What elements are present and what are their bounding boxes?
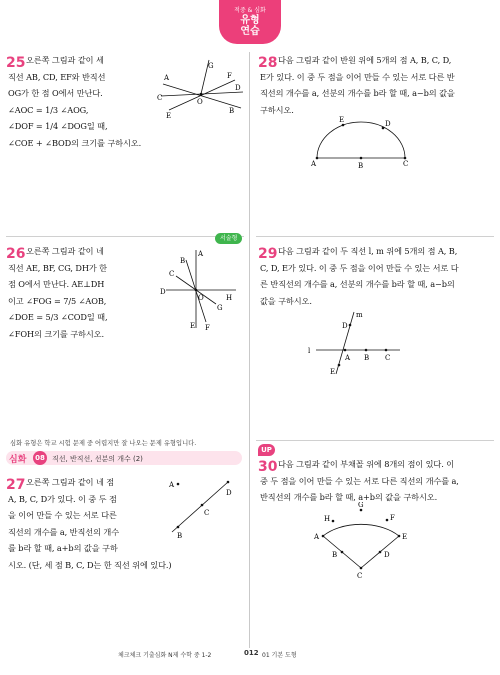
label-c: C [385,354,391,362]
problem-29-text [260,243,459,309]
label-b: B [364,354,370,362]
point-d [349,324,352,327]
problem-27-text [8,474,172,573]
point-a [344,349,347,352]
problem-27-line: 를 b라 할 때, a+b의 값을 구하 [8,543,118,553]
label-c: C [157,94,163,102]
problem-30-line: 반직선의 개수를 b라 할 때, a+b의 값을 구하시오. [260,492,438,502]
label-o: O [197,98,203,106]
section-note: 심화 유형은 학교 시험 문제 중 어렵지만 잘 나오는 문제 유형입니다. [10,440,197,447]
problem-29-figure [308,308,408,380]
label-h: H [324,515,331,523]
label-h: H [226,294,233,302]
label-d: D [342,322,348,330]
label-f: F [390,514,395,522]
header-tag-line1: 유형 [240,15,260,26]
label-m: m [356,311,363,319]
point-b [365,349,368,352]
point-a [322,535,325,538]
problem-27-number: 27 [6,477,26,493]
footer-page-number: 012 [244,649,259,657]
point-o [195,289,198,292]
header-tag-small: 적중 & 심화 [234,7,266,14]
point-f [386,519,389,522]
point-b [360,157,363,160]
label-b: B [332,551,338,559]
label-d: D [226,489,232,497]
label-c: C [403,160,409,168]
problem-26-figure [160,246,244,336]
point-c [404,157,407,160]
point-e [398,535,401,538]
problem-25-figure [155,56,245,126]
problem-26-line: ∠DOE = 5/3 ∠COD일 때, [8,312,108,322]
point-a [316,157,319,160]
problem-28-line: E가 있다. 이 중 두 점을 이어 만들 수 있는 서로 다른 반 [260,71,455,82]
point-b [177,526,180,529]
problem-28-line: 다음 그림과 같이 반원 위에 5개의 점 A, B, C, D, [278,55,452,65]
divider-right-2 [256,440,494,441]
label-g: G [358,502,364,509]
label-b: B [177,532,183,540]
problem-29-line: 른 반직선의 개수를 a, 선분의 개수를 b라 할 때, a−b의 [260,279,455,289]
problem-25-line: ∠COE + ∠BOD의 크기를 구하시오. [8,137,142,148]
label-g: G [208,62,214,70]
column-divider [249,52,250,648]
label-a: A [314,533,320,541]
label-o: O [198,294,204,302]
label-e: E [190,322,196,330]
problem-25-line: 직선 AB, CD, EF와 반직선 [8,71,106,82]
problem-28-number: 28 [258,55,278,71]
footer-chapter: 01 기본 도형 [262,652,297,659]
problem-27-line: 직선의 개수를 a, 반직선의 개수 [8,526,120,537]
problem-28-figure [305,112,415,172]
header-tag-line2: 연습 [240,26,260,37]
problem-25-line: OG가 한 점 O에서 만난다. [8,88,103,98]
problem-26-number: 26 [6,246,26,262]
problem-30-figure [305,502,415,580]
point-a [177,483,180,486]
problem-30-line: 다음 그림과 같이 부채꼴 위에 8개의 점이 있다. 이 [278,459,455,469]
label-a: A [345,354,351,362]
problem-26-line: 오른쪽 그림과 같이 네 [26,246,104,256]
point-h [332,520,335,523]
label-c: C [357,572,363,580]
problem-25-number: 25 [6,55,26,71]
footer-book-title: 체크체크 기출심화 N제 수학 중 1-2 [118,652,212,659]
label-b: B [358,162,364,170]
problem-27-line: 을 이어 만들 수 있는 서로 다른 [8,510,117,520]
point-o [200,93,203,96]
point-d [227,481,230,484]
label-a: A [198,250,204,258]
label-e: E [339,116,345,124]
problem-29-line: 값을 구하시오. [260,295,312,306]
point-g [360,509,363,512]
problem-27-line: A, B, C, D가 있다. 이 중 두 점 [8,493,117,504]
problem-28-line: 구하시오. [260,104,294,115]
problem-27-line: 시오. (단, 세 점 B, C, D는 한 직선 위에 있다.) [8,559,172,570]
problem-29-number: 29 [258,246,278,262]
point-d [379,551,382,554]
section-tag: 심화 [9,455,27,465]
label-d: D [385,120,391,128]
divider-left-1 [6,236,244,237]
descriptive-badge: 서술형 [215,233,242,244]
point-e [338,364,341,367]
label-e: E [166,112,172,120]
label-c: C [169,270,175,278]
label-e: E [330,368,336,376]
problem-26-line: 점 O에서 만난다. AE⊥DH [8,279,105,289]
sector-arc [323,524,399,536]
problem-27-figure [160,470,244,545]
problem-27-line: 오른쪽 그림과 같이 네 점 [26,477,115,487]
point-b [341,551,344,554]
label-d: D [384,551,390,559]
label-g: G [217,304,223,312]
problem-26-line: 이고 ∠FOG = 7/5 ∠AOB, [8,295,107,306]
divider-right-1 [256,236,494,237]
label-f: F [205,324,210,332]
label-a: A [311,160,317,168]
problem-30-number: 30 [258,459,278,475]
problem-28-text [260,52,455,118]
problem-26-text [8,243,107,342]
point-c [201,504,204,507]
problem-25-line: ∠DOF = 1/4 ∠DOG일 때, [8,121,108,131]
up-badge: UP [258,444,275,456]
problem-29-line: 다음 그림과 같이 두 직선 l, m 위에 5개의 점 A, B, [278,246,458,256]
section-title: 직선, 반직선, 선분의 개수 (2) [52,455,143,463]
point-e [342,124,345,127]
point-d [382,127,385,130]
point-c [385,349,388,352]
semicircle-arc [317,122,405,158]
problem-25-text [8,52,141,151]
problem-26-line: ∠FOH의 크기를 구하시오. [8,328,104,339]
label-c: C [204,509,210,517]
label-a: A [164,74,170,82]
label-b: B [229,107,235,115]
label-f: F [227,72,232,80]
label-l: l [308,347,311,355]
point-c [360,567,363,570]
label-b: B [180,257,186,265]
line-bd [172,482,228,532]
header-tag [219,0,281,44]
section-number: 08 [33,451,47,465]
problem-25-line: ∠AOC = 1/3 ∠AOG, [8,104,89,115]
label-d: D [235,84,241,92]
problem-29-line: C, D, E가 있다. 이 중 두 점을 이어 만들 수 있는 서로 다 [260,262,459,273]
label-d: D [160,288,166,296]
problem-30-line: 중 두 점을 이어 만들 수 있는 서로 다른 직선의 개수를 a, [260,475,459,486]
problem-26-line: 직선 AE, BF, CG, DH가 한 [8,262,107,273]
label-a: A [169,481,175,489]
problem-28-line: 직선의 개수를 a, 선분의 개수를 b라 할 때, a−b의 값을 [260,88,455,98]
problem-25-line: 오른쪽 그림과 같이 세 [26,55,104,65]
label-e: E [402,533,408,541]
problem-30-text [260,456,459,506]
